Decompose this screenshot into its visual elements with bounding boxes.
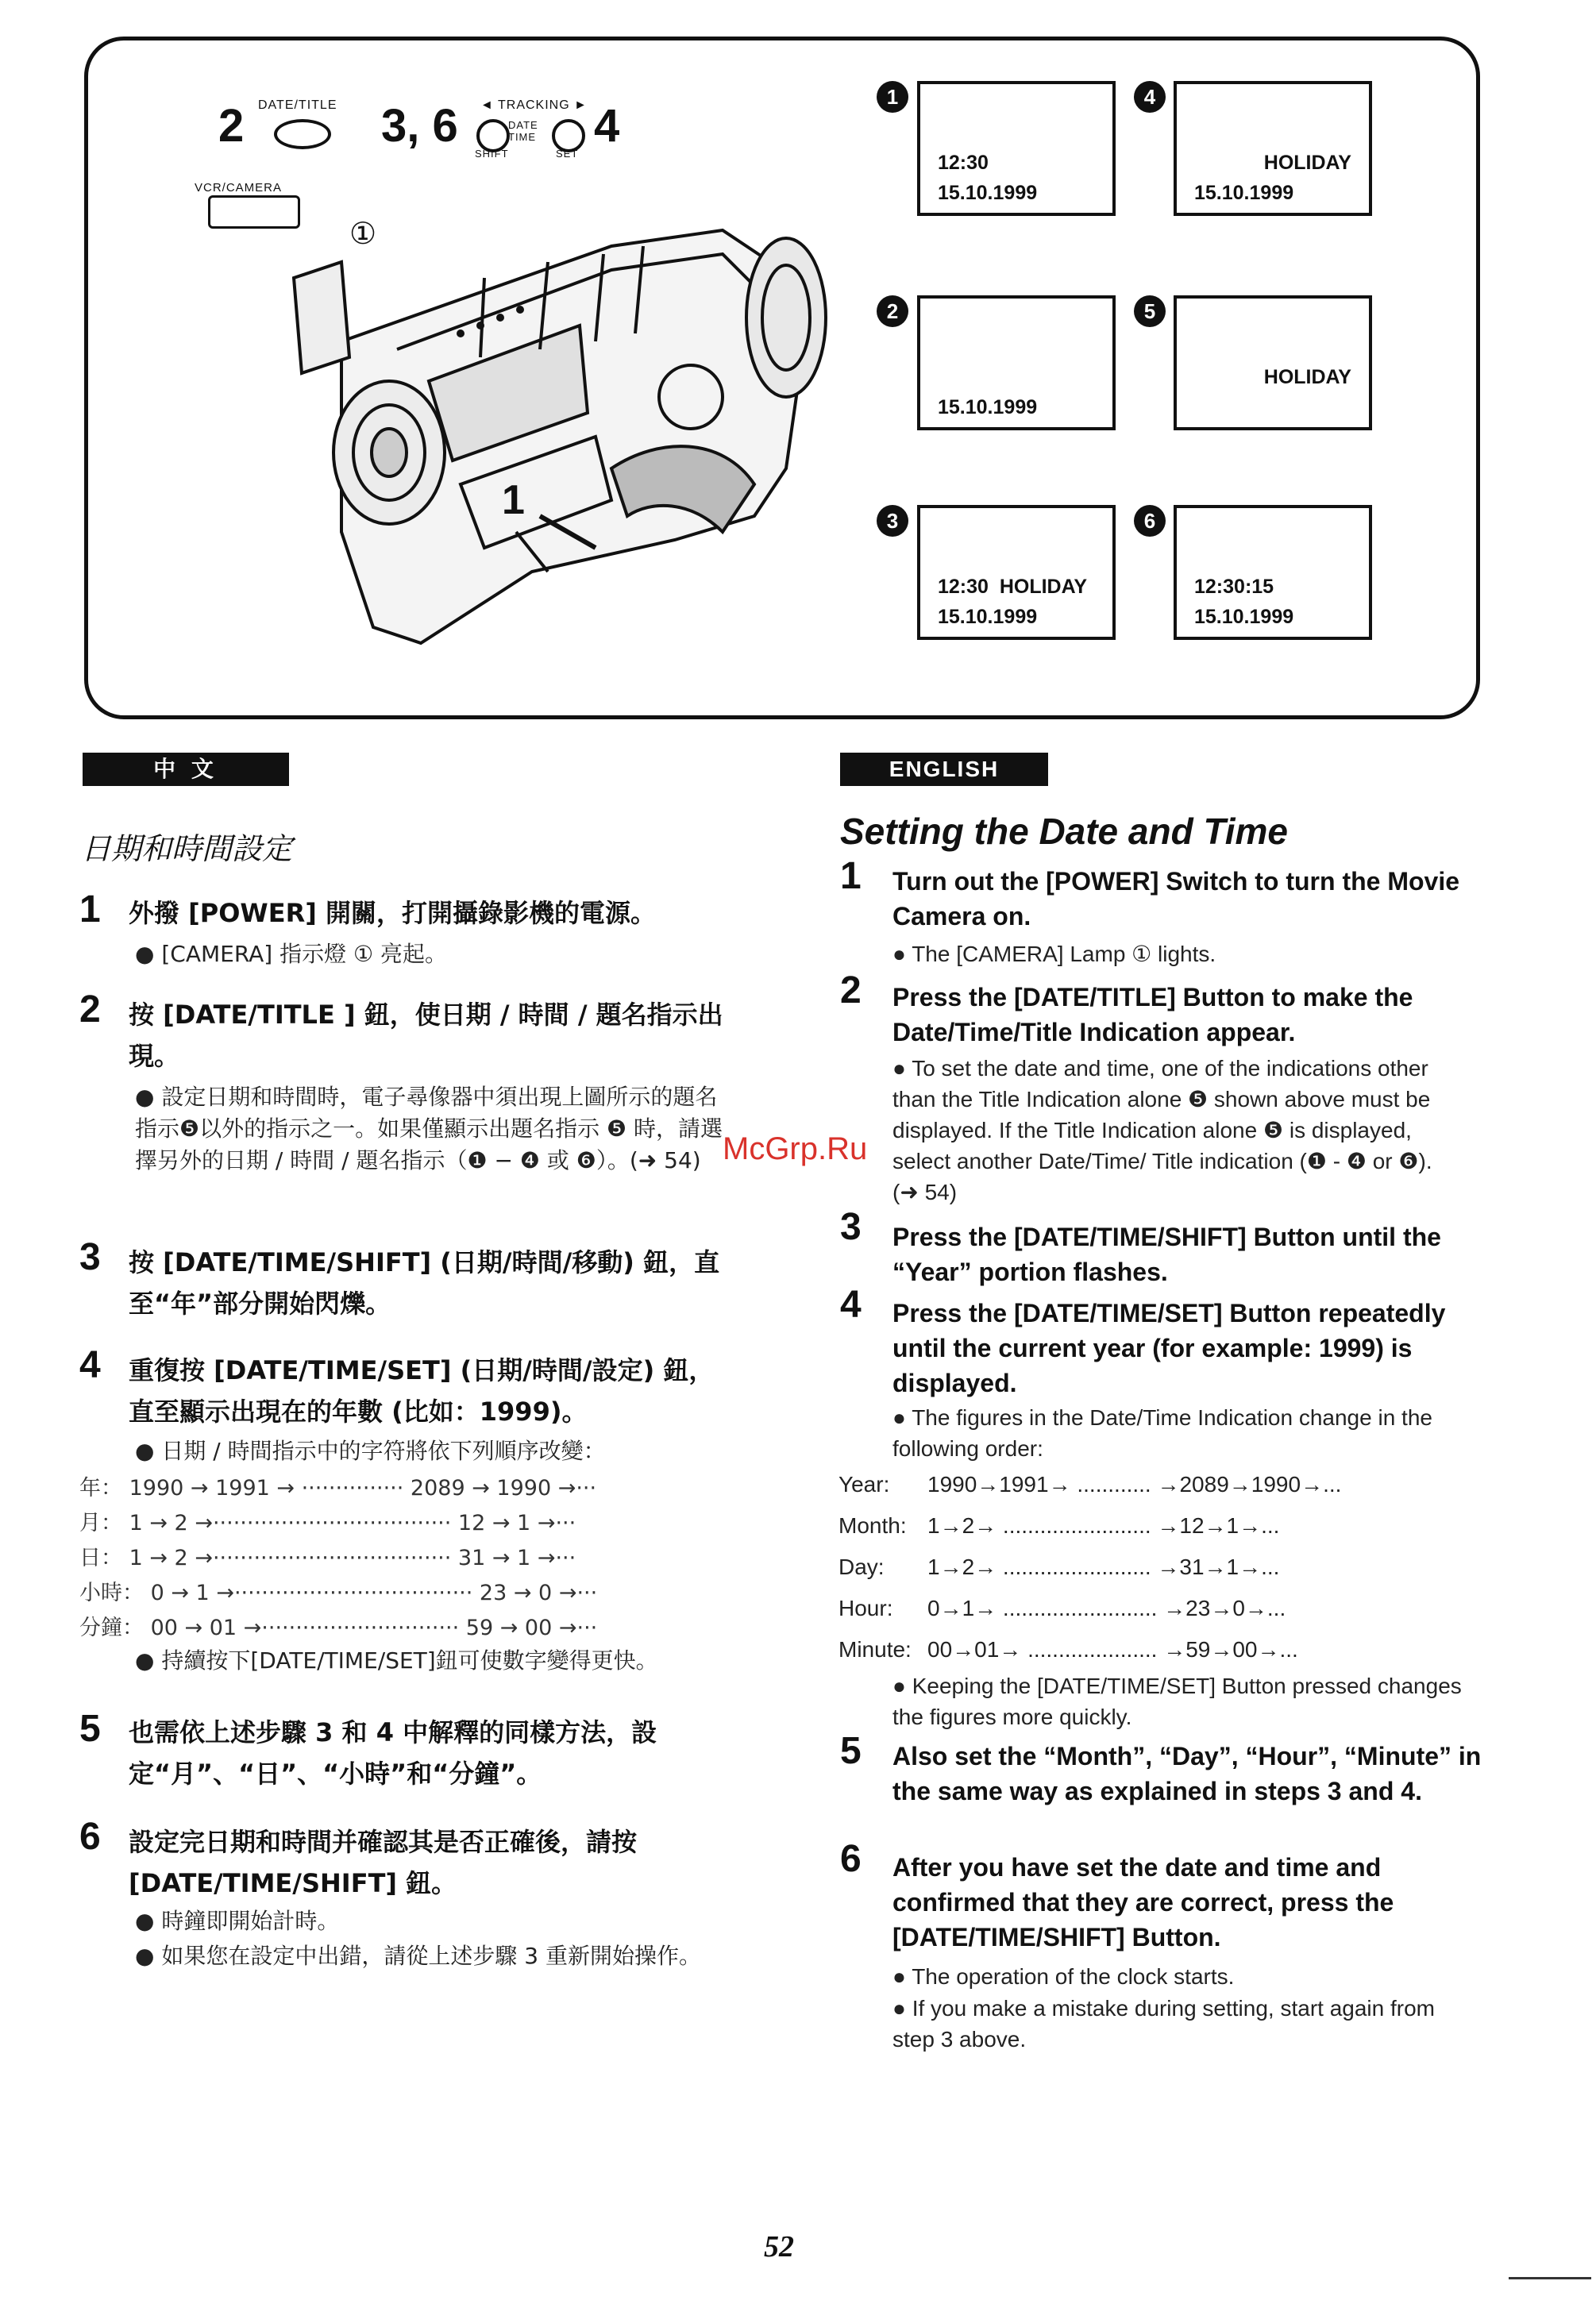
screen-3-badge: 3: [877, 505, 908, 537]
zh-step-4-text: 重復按 [DATE/TIME/SET] (日期/時間/設定) 鈕，直至顯示出現在的年數 (比如：1999)。: [129, 1355, 715, 1427]
screen-4: [1174, 81, 1372, 216]
set-label: SET: [556, 148, 579, 160]
en-step-6-bullet-1: ● The operation of the clock starts.: [892, 1964, 1235, 1989]
screen-3: [917, 505, 1116, 640]
screen-5: [1174, 295, 1372, 430]
callout-3-6: 3, 6: [381, 100, 458, 152]
zh-step-1-text: 外撥 [POWER] 開關，打開攝錄影機的電源。: [129, 898, 656, 928]
zh-order-day: 日： 1 → 2 →··································· 31 → 1 →···: [79, 1546, 576, 1570]
tracking-label: ◄ TRACKING ►: [480, 98, 588, 112]
screen-6-line2: 15.10.1999: [1194, 606, 1294, 628]
screen-3-line2: 15.10.1999: [938, 606, 1038, 628]
en-order-month: Month: 1→2→ ........................ →12→1→...: [838, 1513, 1280, 1538]
en-step-1-text: Turn out the [POWER] Switch to turn the Movie Camera on.: [892, 867, 1460, 930]
date-title-button-icon: [274, 119, 331, 149]
zh-step-3-text: 按 [DATE/TIME/SHIFT] (日期/時間/移動) 鈕，直至“年”部分開始閃爍。: [129, 1247, 720, 1319]
en-step-2-num: 2: [840, 969, 862, 1011]
en-order-minute: Minute: 00→01→ ..................... →59→00→...: [838, 1637, 1298, 1662]
corner-divider: [1509, 2277, 1591, 2279]
en-step-5-num: 5: [840, 1730, 862, 1772]
callout-lamp-1: ①: [349, 218, 377, 251]
page-number: 52: [764, 2230, 794, 2264]
callout-1: 1: [502, 477, 525, 523]
screen-2-line2: 15.10.1999: [938, 396, 1038, 418]
en-step-4-num: 4: [840, 1284, 862, 1326]
en-step-1-num: 1: [840, 855, 862, 897]
zh-order-month: 月： 1 → 2 →··································· 12 → 1 →···: [79, 1511, 576, 1535]
screen-4-line1: HOLIDAY: [1263, 152, 1351, 174]
zh-step-6-bullet-2: ● 如果您在設定中出錯，請從上述步驟 3 重新開始操作。: [135, 1943, 701, 1969]
zh-step-1-num: 1: [79, 888, 101, 930]
en-header: ENGLISH: [840, 753, 1048, 786]
zh-step-6-num: 6: [79, 1816, 101, 1858]
zh-step-6-text: 設定完日期和時間并確認其是否正確後，請按 [DATE/TIME/SHIFT] 鈕。: [129, 1827, 638, 1898]
screen-1-line1: 12:30: [938, 152, 989, 174]
date-time-label: DATE TIME: [508, 119, 538, 143]
zh-header: 中 文: [83, 753, 289, 786]
zh-step-4-bullet: ● 日期 / 時間指示中的字符將依下列順序改變：: [135, 1438, 606, 1464]
zh-step-3-num: 3: [79, 1236, 101, 1278]
en-title: Setting the Date and Time: [840, 811, 1289, 852]
zh-step-5-num: 5: [79, 1708, 101, 1750]
screen-6-line1: 12:30:15: [1194, 576, 1274, 598]
shift-label: SHIFT: [475, 148, 509, 160]
vcr-camera-label: VCR/CAMERA: [195, 181, 283, 195]
callout-4: 4: [594, 100, 620, 152]
en-step-1-bullet: ● The [CAMERA] Lamp ① lights.: [892, 942, 1216, 966]
zh-step-5-text: 也需依上述步驟 3 和 4 中解釋的同樣方法，設定“月”、“日”、“小時”和“分鐘”。: [129, 1717, 657, 1789]
en-step-4-bullet: ● The figures in the Date/Time Indication change in the following order:: [892, 1405, 1432, 1461]
en-step-4-text: Press the [DATE/TIME/SET] Button repeatedly until the current year (for example: 1999) is displayed.: [892, 1299, 1446, 1397]
screen-4-badge: 4: [1134, 81, 1166, 113]
zh-step-2-num: 2: [79, 988, 101, 1031]
zh-step-2-bullet: ● 設定日期和時間時，電子尋像器中須出現上圖所示的題名指示❺以外的指示之一。如果僅顯示出題名指示 ❺ 時，請選擇另外的日期 / 時間 / 題名指示（❶ − ❹ 或 ❻）。(➜ 54): [135, 1084, 723, 1173]
camcorder-illustration: [278, 198, 850, 675]
en-step-6-text: After you have set the date and time and confirmed that they are correct, press the [DATE/TIME/SHIFT] Button.: [892, 1853, 1394, 1951]
en-step-2-bullet: ● To set the date and time, one of the indications other than the Title Indication alone ❺ shown above must be displayed. If the Title Indication alone ❺ is displayed, select another Date/Time/ Title indication (❶ - ❹ or ❻). (➜ 54): [892, 1056, 1432, 1204]
en-step-6-bullet-2: ● If you make a mistake during setting, start again from step 3 above.: [892, 1996, 1436, 2052]
zh-order-year: 年： 1990 → 1991 → ··············· 2089 → 1990 →···: [79, 1476, 597, 1501]
zh-order-note: ● 持續按下[DATE/TIME/SET]鈕可使數字變得更快。: [135, 1647, 658, 1674]
watermark: McGrp.Ru: [723, 1131, 868, 1166]
zh-order-minute: 分鐘： 00 → 01 →····························· 59 → 00 →···: [79, 1616, 598, 1640]
en-step-5-text: Also set the “Month”, “Day”, “Hour”, “Minute” in the same way as explained in steps 3 and 4.: [892, 1742, 1482, 1805]
en-order-day: Day: 1→2→ ........................ →31→1→...: [838, 1555, 1280, 1579]
zh-step-6-bullet-1: ● 時鐘即開始計時。: [135, 1908, 340, 1934]
screen-1-line2: 15.10.1999: [938, 182, 1038, 204]
callout-2: 2: [218, 100, 245, 152]
en-order-hour: Hour: 0→1→ ......................... →23→0→...: [838, 1596, 1286, 1620]
screen-4-line2: 15.10.1999: [1194, 182, 1294, 204]
en-step-3-num: 3: [840, 1206, 862, 1248]
en-step-2-text: Press the [DATE/TITLE] Button to make the Date/Time/Title Indication appear.: [892, 983, 1413, 1046]
screen-3-line1: 12:30 HOLIDAY: [938, 576, 1088, 598]
date-title-label: DATE/TITLE: [258, 98, 337, 112]
en-order-year: Year: 1990→1991→ ............ →2089→1990→...: [838, 1472, 1342, 1497]
screen-5-badge: 5: [1134, 295, 1166, 327]
zh-step-1-bullet: ● [CAMERA] 指示燈 ① 亮起。: [135, 941, 448, 967]
screen-1: [917, 81, 1116, 216]
zh-title: 日期和時間設定: [81, 831, 293, 866]
en-step-6-num: 6: [840, 1838, 862, 1880]
en-order-note: ● Keeping the [DATE/TIME/SET] Button pressed changes the figures more quickly.: [892, 1674, 1462, 1729]
screen-2: [917, 295, 1116, 430]
screen-5-line1: HOLIDAY: [1263, 366, 1351, 388]
screen-6: [1174, 505, 1372, 640]
screen-6-badge: 6: [1134, 505, 1166, 537]
zh-step-4-num: 4: [79, 1344, 101, 1386]
screen-2-badge: 2: [877, 295, 908, 327]
zh-order-hour: 小時： 0 → 1 →··································· 23 → 0 →···: [79, 1581, 598, 1605]
screen-1-badge: 1: [877, 81, 908, 113]
en-step-3-text: Press the [DATE/TIME/SHIFT] Button until the “Year” portion flashes.: [892, 1223, 1441, 1286]
zh-step-2-text: 按 [DATE/TITLE ] 鈕，使日期 / 時間 / 題名指示出現。: [129, 1000, 723, 1071]
